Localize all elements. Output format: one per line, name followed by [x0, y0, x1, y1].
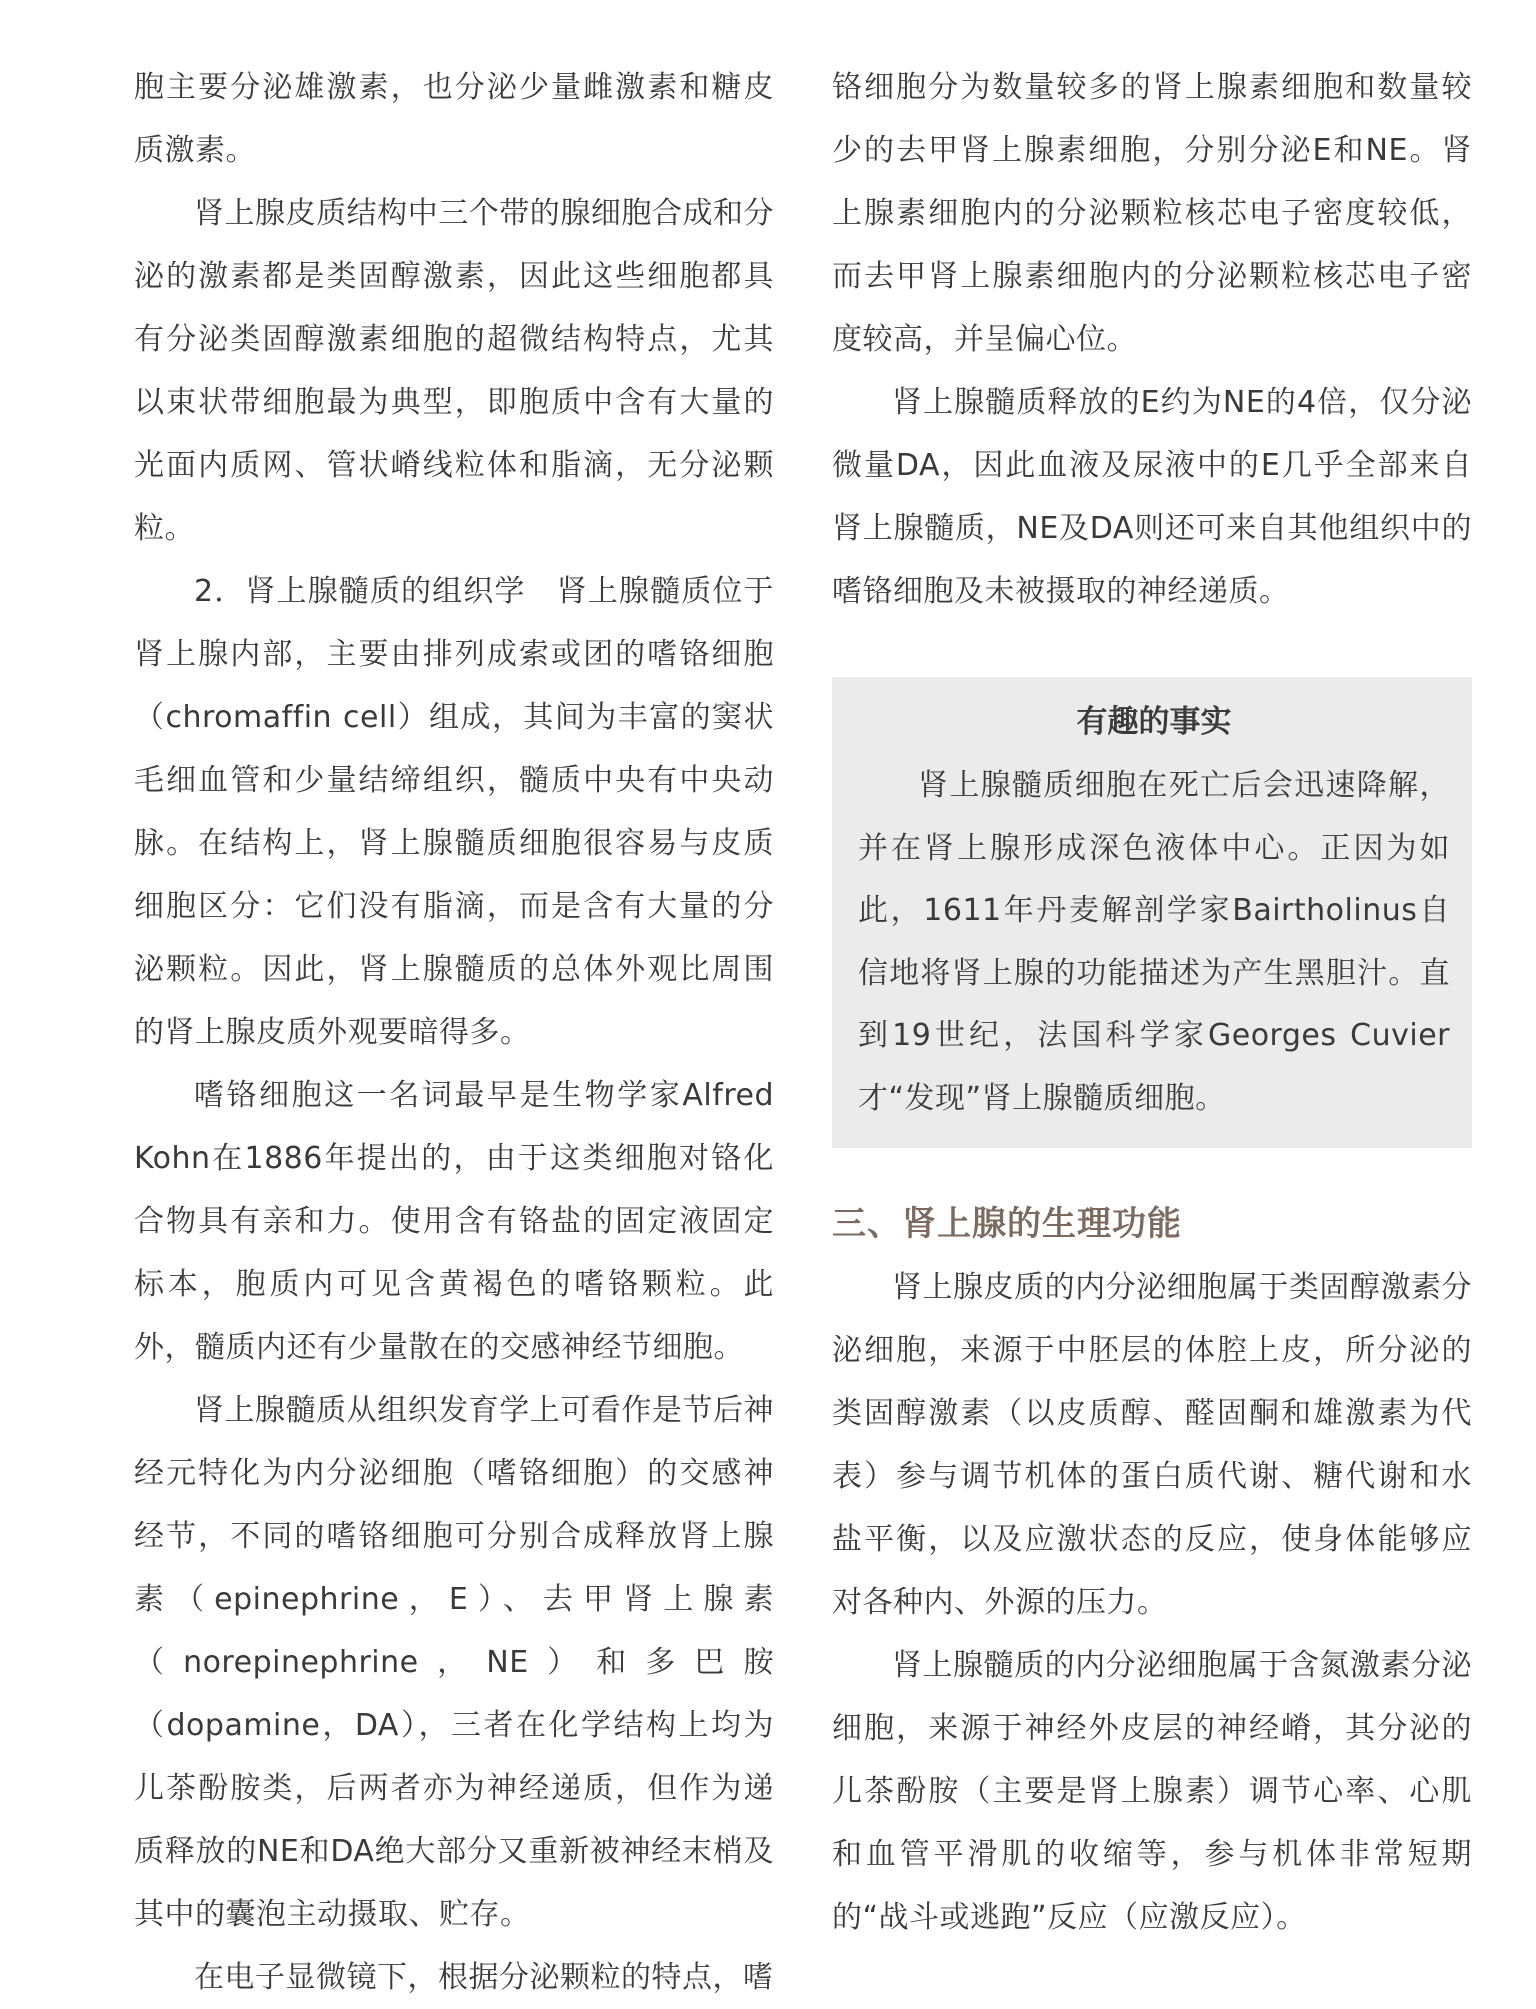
paragraph-cortex-function: 肾上腺皮质的内分泌细胞属于类固醇激素分泌细胞，来源于中胚层的体腔上皮，所分泌的类固醇激素（以皮质醇、醛固酮和雄激素为代表）参与调节机体的蛋白质代谢、糖代谢和水盐平衡，以及应激状态的反应，使身体能够应对各种内、外源的压力。 — [832, 1270, 1472, 1620]
paragraph-medulla-function: 肾上腺髓质的内分泌细胞属于含氮激素分泌细胞，来源于神经外皮层的神经嵴，其分泌的儿茶酚胺（主要是肾上腺素）调节心率、心肌和血管平滑肌的收缩等，参与机体非常短期的“战斗或逃跑”反应（应激反应）。 — [832, 1648, 1472, 1935]
fun-fact-title: 有趣的事实 — [1076, 704, 1232, 740]
paragraph-e-ne-ratio: 肾上腺髓质释放的E约为NE的4倍，仅分泌微量DA，因此血液及尿液中的E几乎全部来自肾上腺髓质，NE及DA则还可来自其他组织中的嗜铬细胞及未被摄取的神经递质。 — [832, 385, 1472, 609]
paragraph-continued: 胞主要分泌雄激素，也分泌少量雌激素和糖皮质激素。 — [134, 70, 774, 168]
paragraph-steroid-cells: 肾上腺皮质结构中三个带的腺细胞合成和分泌的激素都是类固醇激素，因此这些细胞都具有分泌类固醇激素细胞的超微结构特点，尤其以束状带细胞最为典型，即胞质中含有大量的光面内质网、管状嵴线粒体和脂滴，无分泌颗粒。 — [134, 196, 774, 546]
section-heading: 三、肾上腺的生理功能 — [832, 1204, 1182, 1244]
left-column — [134, 0, 774, 2009]
fun-fact-text: 肾上腺髓质细胞在死亡后会迅速降解，并在肾上腺形成深色液体中心。正因为如此，1611年丹麦解剖学家Bairtholinus自信地将肾上腺的功能描述为产生黑胆汁。直到19世纪，法国科学家Georges Cuvier才“发现”肾上腺髓质细胞。 — [858, 768, 1450, 1116]
paragraph-medulla-histology: 2．肾上腺髓质的组织学 肾上腺髓质位于肾上腺内部，主要由排列成索或团的嗜铬细胞（chromaffin cell）组成，其间为丰富的窦状毛细血管和少量结缔组织，髓质中央有中央动脉。在结构上，肾上腺髓质细胞很容易与皮质细胞区分：它们没有脂滴，而是含有大量的分泌颗粒。因此，肾上腺髓质的总体外观比周围的肾上腺皮质外观要暗得多。 — [134, 574, 774, 1050]
paragraph-chromaffin-name: 嗜铬细胞这一名词最早是生物学家Alfred Kohn在1886年提出的，由于这类细胞对铬化合物具有亲和力。使用含有铬盐的固定液固定标本，胞质内可见含黄褐色的嗜铬颗粒。此外，髓质内还有少量散在的交感神经节细胞。 — [134, 1078, 774, 1365]
paragraph-medulla-development: 肾上腺髓质从组织发育学上可看作是节后神经元特化为内分泌细胞（嗜铬细胞）的交感神经节，不同的嗜铬细胞可分别合成释放肾上腺素（epinephrine，E）、去甲肾上腺素（norepinephrine，NE）和多巴胺（dopamine，DA），三者在化学结构上均为儿茶酚胺类，后两者亦为神经递质，但作为递质释放的NE和DA绝大部分又重新被神经末梢及其中的囊泡主动摄取、贮存。 — [134, 1393, 774, 1932]
paragraph-electron-microscope: 在电子显微镜下，根据分泌颗粒的特点，嗜 — [194, 1960, 774, 1995]
fun-fact-box — [832, 677, 1472, 1148]
paragraph-continued: 铬细胞分为数量较多的肾上腺素细胞和数量较少的去甲肾上腺素细胞，分别分泌E和NE。肾上腺素细胞内的分泌颗粒核芯电子密度较低，而去甲肾上腺素细胞内的分泌颗粒核芯电子密度较高，并呈偏心位。 — [832, 70, 1472, 357]
right-column — [832, 0, 1472, 1949]
